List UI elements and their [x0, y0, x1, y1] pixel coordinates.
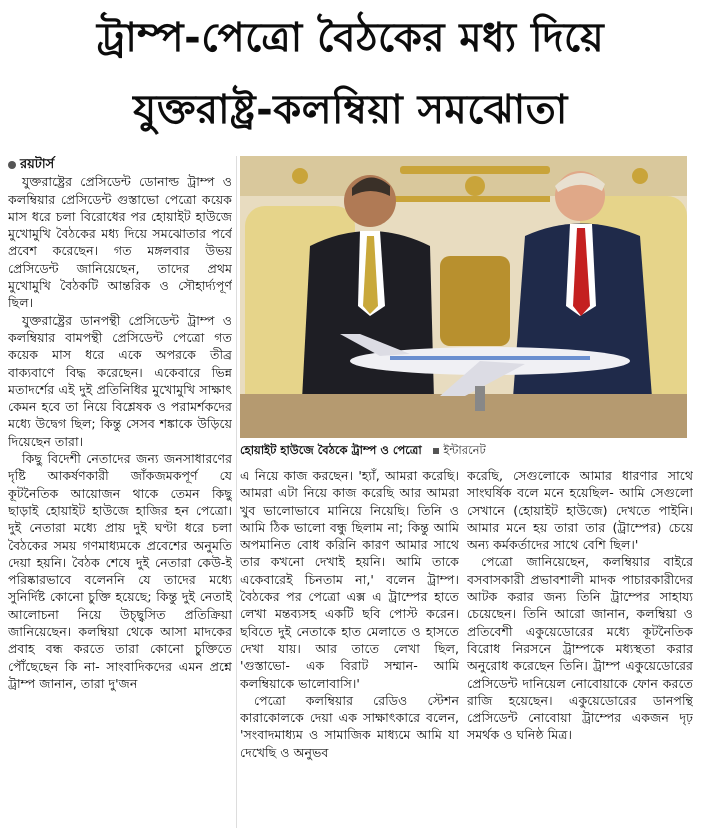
paragraph: যুক্তরাষ্ট্রের ডানপন্থী প্রেসিডেন্ট ট্রাম্প ও কলম্বিয়ার বামপন্থী প্রেসিডেন্ট পেত্রো গত কয়েক মাস ধরে একে অপরকে তীব্র বাক্যবাণে বিদ্ধ করেছেন। একেবারে ভিন্ন মতাদর্শের এই দুই প্রতিনিধির মুখোমুখি সাক্ষাৎ কেমন হবে তা নিয়ে বিশ্লেষক ও পরামর্শকদের মধ্যে উদ্বেগ ছিল; কিন্তু সেসব শঙ্কাকে উড়িয়ে দিয়েছেন তারা।	[8, 312, 232, 449]
headline	[0, 0, 701, 150]
article-column-1	[8, 156, 232, 828]
paragraph: যুক্তরাষ্ট্রের প্রেসিডেন্ট ডোনাল্ড ট্রাম্প ও কলম্বিয়ার প্রেসিডেন্ট গুস্তাভো পেত্রো কয়েক মাস ধরে চলা বিরোধের পর হোয়াইট হাউজে মুখোমুখি বৈঠকের মধ্য দিয়ে সমঝোতার পর্বে প্রবেশ করেছেন। গত মঙ্গলবার উভয় প্রেসিডেন্ট জানিয়েছেন, তাদের প্রথম মুখোমুখি বৈঠকটি আন্তরিক ও সৌহার্দ্যপূর্ণ ছিল।	[8, 174, 232, 311]
source-line	[8, 156, 232, 173]
photo-caption	[240, 442, 687, 460]
news-photo	[240, 156, 687, 438]
bullet-icon	[8, 161, 16, 169]
paragraph: এ নিয়ে কাজ করছেন। 'হ্যাঁ, আমরা করেছি। আমরা এটা নিয়ে কাজ করেছি আর আমরা খুব ভালোভাবে মানিয়ে নিয়েছি। তিনি ও আমি ঠিক ভালো বন্ধু ছিলাম না; কিন্তু আমি অপমানিত বোধ করিনি কারণ আমার সাথে তার কখনো দেখাই হয়নি। আমি তাকে একেবারেই চিনতাম না,' বলেন ট্রাম্প। বৈঠকের পর পেত্রো এক্স এ ট্রাম্পের হাতে লেখা মন্তব্যসহ একটি ছবি পোস্ট করেন। ছবিতে দুই নেতাকে হাত মেলাতে ও হাসতে দেখা যায়। আর তাতে লেখা ছিল, 'গুস্তাভো- এক বিরাট সম্মান- আমি কলম্বিয়াকে ভালোবাসি।'	[240, 468, 459, 691]
photo-credit: ইন্টারনেট	[433, 443, 485, 457]
headline-line-2: যুক্তরাষ্ট্র-কলম্বিয়া সমঝোতা	[133, 87, 568, 133]
source-label: রয়টার্স	[20, 157, 55, 172]
column-divider	[236, 156, 237, 828]
article-column-3	[467, 467, 693, 827]
photo-illustration	[240, 156, 687, 438]
paragraph: পেত্রো জানিয়েছেন, কলম্বিয়ার বাইরে বসবাসকারী প্রভাবশালী মাদক পাচারকারীদের আটক করার জন্য তিনি ট্রাম্পের সাহায্য চেয়েছেন। তিনি আরো জানান, কলম্বিয়া ও প্রতিবেশী একুয়েডোরের মধ্যে কূটনৈতিক বিরোধ নিরসনে ট্রাম্পকে মধ্যস্থতা করার অনুরোধ করেছেন তিনি। ট্রাম্প একুয়েডোরের প্রেসিডেন্ট দানিয়েল নোবোয়াকে ফোন করতে রাজি হয়েছেন। একুয়েডোরের ডানপন্থি প্রেসিডেন্ট নোবোয়া ট্রাম্পের একজন দৃঢ় সমর্থক ও ঘনিষ্ঠ মিত্র।	[467, 554, 693, 743]
paragraph: করেছি, সেগুলোকে আমার ধারণার সাথে সাংঘর্ষিক বলে মনে হয়েছিল- আমি সেগুলো সেখানে (হোয়াইট হাউজে) দেখতে পাইনি। আমার মনে হয় তারা তার (ট্রাম্পের) চেয়ে অন্য কর্মকর্তাদের সাথে বেশি ছিল।'	[467, 468, 693, 553]
caption-text: হোয়াইট হাউজে বৈঠকে ট্রাম্প ও পেত্রো	[240, 443, 422, 457]
paragraph: কিছু বিদেশী নেতাদের জন্য জনসাধারণের দৃষ্টি আকর্ষণকারী জাঁকজমকপূর্ণ যে কূটনৈতিক আয়োজন থাকে তেমন কিছু ছাড়াই হোয়াইট হাউজে হাজির হন পেত্রো। দুই নেতারা মধ্যে প্রায় দুই ঘণ্টা ধরে চলা বৈঠকের সময় গণমাধ্যমকে প্রবেশের অনুমতি দেয়া হয়নি। বৈঠক শেষে দুই নেতারা কেউ-ই পরিষ্কারভাবে বলেননি যে তাদের মধ্যে সুনির্দিষ্ট কোনো চুক্তি হয়েছে; কিন্তু দুই নেতাই আলোচনা নিয়ে উচ্ছ্বসিত প্রতিক্রিয়া জানিয়েছেন। কলম্বিয়া থেকে আসা মাদকের প্রবাহ বন্ধ করতে তারা কোনো চুক্তিতে পৌঁছেছেন কি না- সাংবাদিকদের এমন প্রশ্নে ট্রাম্প জানান, তারা দু'জন	[8, 451, 232, 691]
headline-line-1: ট্রাম্প-পেত্রো বৈঠকের মধ্য দিয়ে	[96, 15, 605, 61]
paragraph: পেত্রো কলম্বিয়ার রেডিও স্টেশন কারাকোলকে দেয়া এক সাক্ষাৎকারে বলেন, 'সংবাদমাধ্যম ও সামাজিক মাধ্যমে আমি যা দেখেছি ও অনুভব	[240, 692, 459, 760]
article-column-2	[240, 467, 459, 827]
